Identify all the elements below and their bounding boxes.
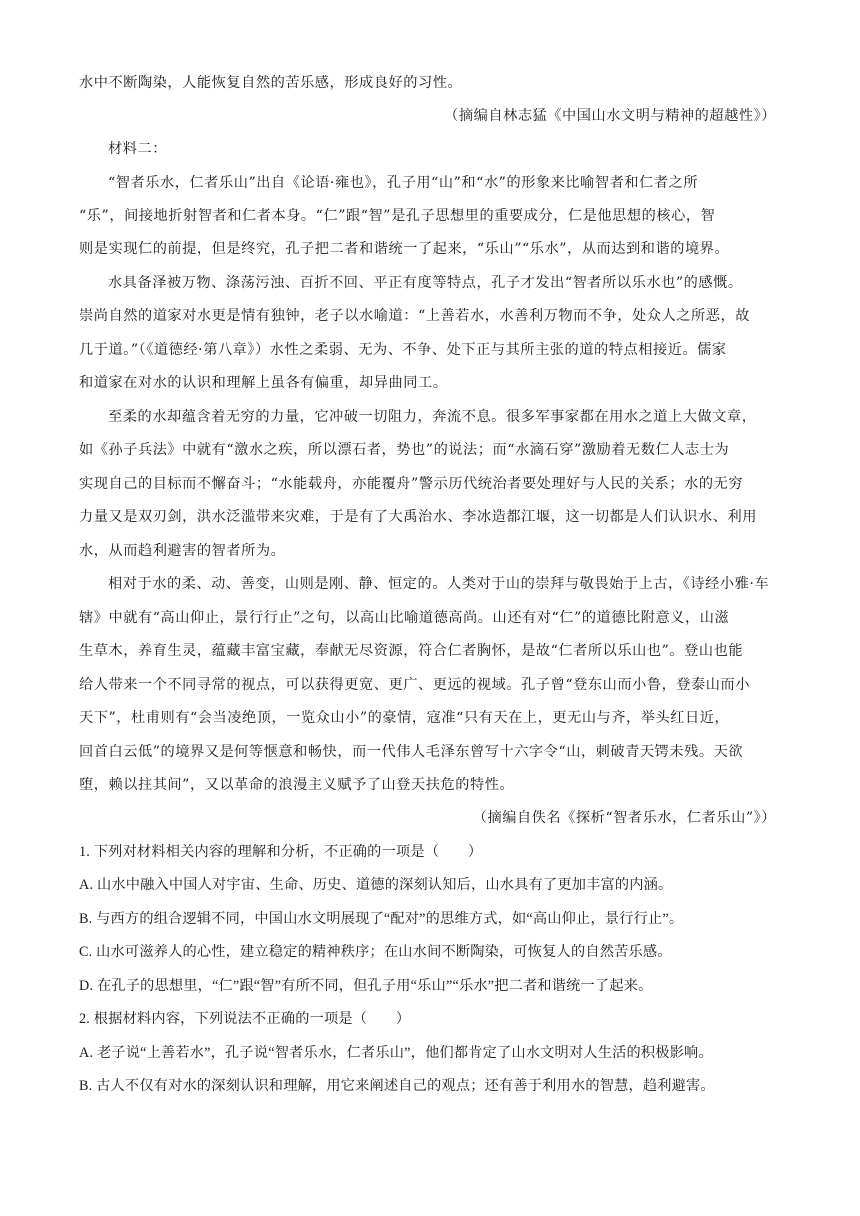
text-line: 回首白云低”的境界又是何等惬意和畅快，而一代伟人毛泽东曾写十六字令“山，刺破青天锷未残。天欲 <box>79 744 744 760</box>
text-line: 则是实现仁的前提，但是终究，孔子把二者和谐统一了起来，“乐山”“乐水”，从而达到和谐的境界。 <box>79 241 730 257</box>
text-line: “智者乐水，仁者乐山”出自《论语·雍也》，孔子用“山”和“水”的形象来比喻智者和仁者之所 <box>108 175 699 191</box>
text-line: 水中不断陶染，人能恢复自然的苦乐感，形成良好的习性。 <box>79 75 463 91</box>
text-line: 天下”，杜甫则有“会当凌绝顶，一览众山小”的豪情，寇准“只有天在上，更无山与齐，举头红日近， <box>79 710 730 726</box>
question-1-option-c: C. 山水可滋养人的心性，建立稳定的精神秩序；在山水间不断陶染，可恢复人的自然苦乐感。 <box>79 944 672 960</box>
text-line: 辖》中就有“高山仰止，景行行止”之句，以高山比喻道德高尚。山还有对“仁”的道德比附意义，山滋 <box>79 610 730 626</box>
question-1: 1. 下列对材料相关内容的理解和分析，不正确的一项是（ ） <box>79 844 483 860</box>
text-line: 和道家在对水的认识和理解上虽各有偏重，却异曲同工。 <box>79 375 448 391</box>
text-line: 生草木，养育生灵，蕴藏丰富宝藏，奉献无尽资源，符合仁者胸怀，是故“仁者所以乐山也”。登山也能 <box>79 643 744 659</box>
text-line: 水具备泽被万物、涤荡污浊、百折不回、平正有度等特点，孔子才发出“智者所以乐水也”的感慨。 <box>108 275 743 291</box>
question-2-option-a: A. 老子说“上善若水”，孔子说“智者乐水，仁者乐山”，他们都肯定了山水文明对人生活的积极影响。 <box>79 1045 713 1061</box>
section-heading: 材料二： <box>108 141 167 157</box>
text-line: “乐”，间接地折射智者和仁者本身。“仁”跟“智”是孔子思想里的重要成分，仁是他思想的核心，智 <box>79 208 716 224</box>
source-citation: （摘编自林志猛《中国山水文明与精神的超越性》） <box>444 108 776 124</box>
text-line: 如《孙子兵法》中就有“激水之疾，所以漂石者，势也”的说法；而“水滴石穿”激励着无数仁人志士为 <box>79 442 730 458</box>
question-1-option-d: D. 在孔子的思想里，“仁”跟“智”有所不同，但孔子用“乐山”“乐水”把二者和谐统一了起来。 <box>79 978 653 994</box>
question-1-option-a: A. 山水中融入中国人对宇宙、生命、历史、道德的深刻认知后，山水具有了更加丰富的内涵。 <box>79 877 673 893</box>
text-line: 给人带来一个不同寻常的视点，可以获得更宽、更广、更远的视域。孔子曾“登东山而小鲁，登泰山而小 <box>79 677 750 693</box>
text-line: 崇尚自然的道家对水更是情有独钟，老子以水喻道：“上善若水，水善利万物而不争，处众人之所恶，故 <box>79 308 750 324</box>
text-line: 水，从而趋利避害的智者所为。 <box>79 543 286 559</box>
text-line: 堕，赖以拄其间”，又以革命的浪漫主义赋予了山登天扶危的特性。 <box>79 777 515 793</box>
question-2: 2. 根据材料内容，下列说法不正确的一项是（ ） <box>79 1011 411 1027</box>
source-citation: （摘编自佚名《探析“智者乐水，仁者乐山”》） <box>472 810 776 826</box>
text-line: 力量又是双刃剑，洪水泛滥带来灾难，于是有了大禹治水、李冰造都江堰，这一切都是人们认识水、利用 <box>79 509 757 525</box>
question-1-option-b: B. 与西方的组合逻辑不同，中国山水文明展现了“配对”的思维方式，如“高山仰止，景行行止”。 <box>79 911 684 927</box>
text-line: 实现自己的目标而不懈奋斗；“水能载舟，亦能覆舟”警示历代统治者要处理好与人民的关系；水的无穷 <box>79 476 744 492</box>
question-2-option-b: B. 古人不仅有对水的深刻认识和理解，用它来阐述自己的观点；还有善于利用水的智慧，趋利避害。 <box>79 1078 715 1094</box>
text-line: 至柔的水却蕴含着无穷的力量，它冲破一切阻力，奔流不息。很多军事家都在用水之道上大做文章， <box>108 409 757 425</box>
text-line: 几于道。”（《道德经·第八章》）水性之柔弱、无为、不争、处下正与其所主张的道的特点相接近。儒家 <box>79 342 727 358</box>
text-line: 相对于水的柔、动、善变，山则是刚、静、恒定的。人类对于山的崇拜与敬畏始于上古，《诗经小雅·车 <box>108 576 770 592</box>
